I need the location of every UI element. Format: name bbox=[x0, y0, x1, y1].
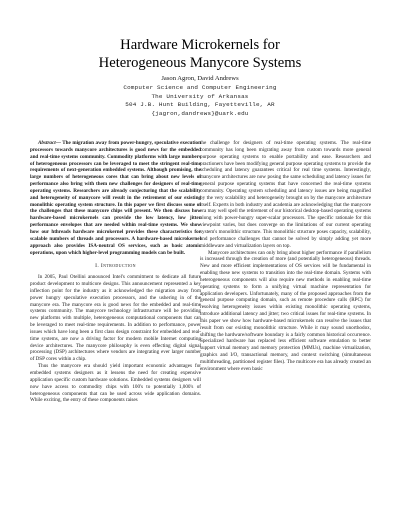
right-paragraph-1: the challenge for designers of real-time operating systems. The real-time community has long been migrating away from custom towards more general purpose operating systems to enable portability and ease. Researchers and practioners have been modifying general purpose operating systems to provide the scheduling and latency guarantees critical for real time systems. Interestingly, manycore architectures are now posing the same scheduling and latency issues for general purpose operating systems that have concerned the real-time systems community. Operating system scheduling and latency issues are being magnified by the very scalability and heterogeneity brought on by the manycore architecture itself. Experts in both industry and academia are acknowledging that the manycore era may well spell the retirement of our historical desktop-based operating systems along with power-hungry super-scalar processors. The specific rationale for this viewpoint varies, but does converge on the limitations of our current operating system's monolithic structure. This monolithic structure poses capacity, scalability, and performance challenges that cannot be solved by simply adding yet more middleware and virtualization layers on top. bbox=[200, 140, 371, 249]
intro-paragraph-2: Thus the manycore era should yield important economic advantages for embedded systems designers as it lessens the need for creating expensive application specific custom hardware solutions. Embedded systems designers will now have access to commodity chips with 100's to potentially 1,000's of heterogeneous components that can be used across wide application domains. While exciting, the entry of these components raises bbox=[30, 363, 201, 404]
section-heading-introduction: I. Introduction bbox=[95, 263, 136, 270]
title-line-2: Heterogeneous Manycore Systems bbox=[98, 55, 302, 71]
right-paragraph-2: Manycore architectures can only bring about higher performance if parallelism is increased through the creation of more (and potentially heterogeneous) threads. New and more efficient implementations of OS services will be fundamental in enabling these new systems to transition into the real-time domain. Systems with heterogeneous components will also require new methods in enabling real-time operating systems to form a unifying virtual machine representation for application developers. Unfortunately, many of the proposed approaches from the general purpose computing domain, such as remote procedure calls (RPC) for resolving heterogeneity issues within existing monolithic operating systems, introduce additional latency and jitter; two critical issues for real-time systems. In this paper we show how hardware-based microkernels can resolve the issues that result from our existing monolithic structure. While it may sound unorthodox, shifting the hardware/software boundary is a fairly common historical occurrence. Specialized hardware has replaced less efficient software emulation to better support virtual memory and memory protection (MMUs), machine virtualization, graphics and I/O, transactional memory, and context switching (simultaneous multithreading, partitioned register files). The multicore era has already created an environment where even basic bbox=[200, 249, 371, 372]
author-affiliation bbox=[0, 84, 400, 118]
abstract-text: — The migration away from power-hungry, speculative execution processors towards manycore architectures is good news for the embedded and real-time systems community. Commodity platforms with large numbers of heterogeneous processors can be leveraged to meet the stringent real-time requirements of next-generation embedded systems. Although promising, the large numbers of heterogeneous cores that can bring about new levels of performance also bring with them new challenges for designers of real-time operating systems. Researchers are already conjecturing that the scalability and heterogeneity of manycore will result in the retirement of our existing monolithic operating system structure. In this paper we first discuss some of the challenges that these manycore chips will present. We then discuss how hardware-based microkernels can provide the low latency, low jitter performance envelopes that are needed within real-time systems. We show how our hthreads hardware microkernel provides these characteristics for scalable numbers of threads and processors. A hardware-based microkernel approach also provides ISA-neutral OS services, such as basic atomic operations, upon which higher-level programming models can be built. bbox=[30, 140, 201, 256]
title-line-1: Hardware Microkernels for bbox=[120, 37, 280, 53]
right-column bbox=[200, 140, 371, 373]
affiliation-email: {jagron,dandrews}@uark.edu bbox=[151, 109, 249, 117]
intro-paragraph-1: In 2005, Paul Otellini announced Intel's commitment to dedicate all future product development to multicore designs. This announcement represented a key inflection point for the industry as it acknowledged the migration away from power hungry speculative execution processors, and the ushering in of the manycore era. The manycore era is good news for the embedded and real-time systems community. The manycore technology infrastructure will be providing new platforms with multiple, heterogeneous computational components that can be leveraged to meet real-time requirements. In addition to performance, power issues which have long been a first class design constraint for embedded and real-time systems, are now a driving factor for modern mobile Internet computing device architectures. The manycore philosophy is even effecting digital signal processing (DSP) architectures where vendors are integrating ever larger number of DSP cores within a chip. bbox=[30, 274, 201, 363]
abstract-label: Abstract bbox=[38, 140, 56, 146]
affiliation-address: 504 J.B. Hunt Building, Fayetteville, AR bbox=[125, 101, 275, 108]
left-column bbox=[30, 140, 201, 404]
author-names: Jason Agron, David Andrews bbox=[161, 75, 239, 82]
affiliation-university: The University of Arkansas bbox=[151, 92, 249, 100]
abstract bbox=[30, 140, 201, 256]
paper-title bbox=[0, 36, 400, 72]
affiliation-department: Computer Science and Computer Engineering bbox=[123, 84, 277, 91]
